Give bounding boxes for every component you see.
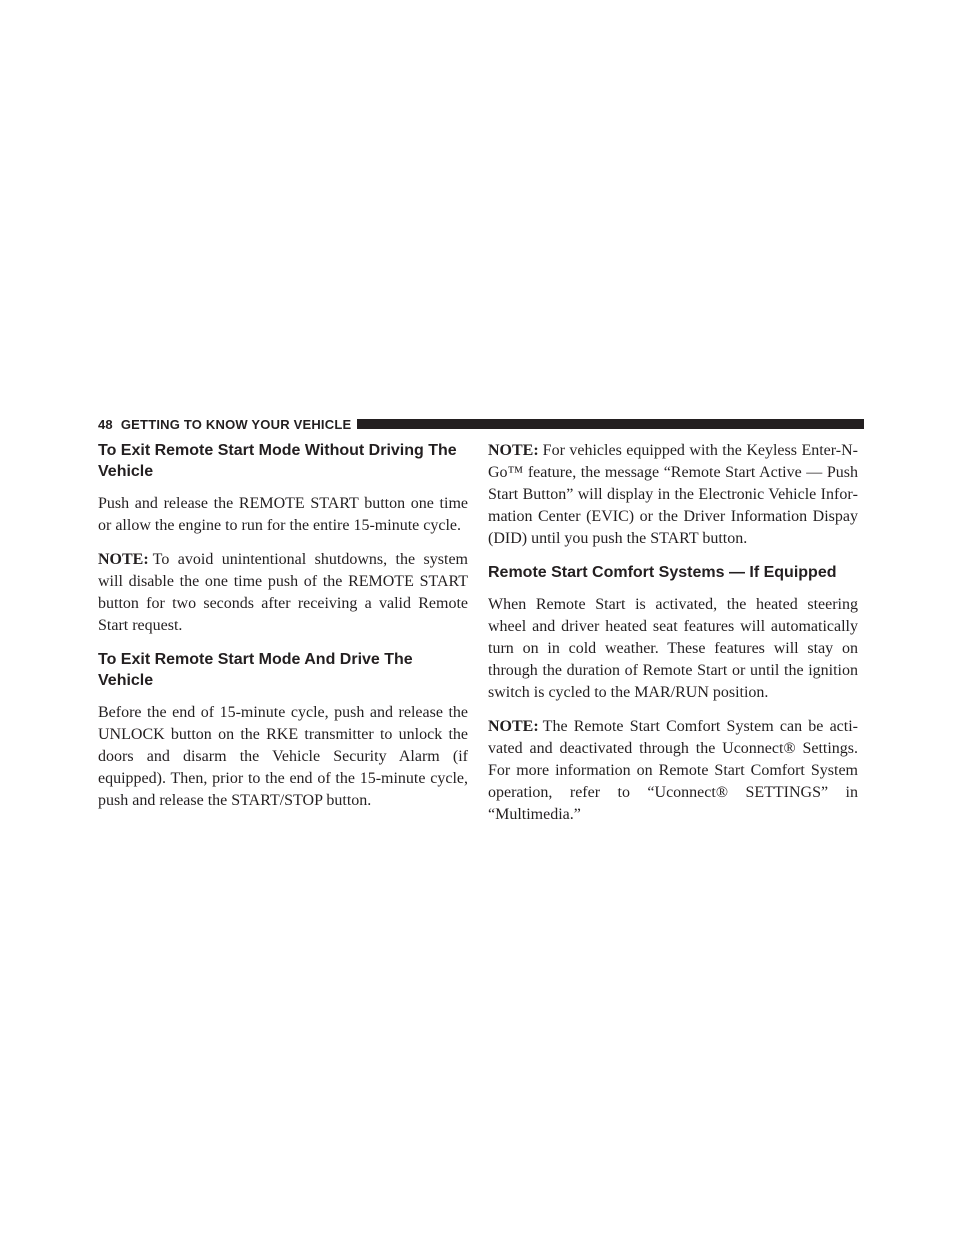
left-column [98, 440, 468, 824]
note-comfort-system-settings [488, 716, 858, 826]
right-column [488, 440, 858, 838]
paragraph-comfort-systems: When Remote Start is activated, the heated steering wheel and driver heated seat features will automatically turn on in cold weather. These features will stay on through the duration of Remote Start or until the ignition switch is cycled to the MAR/RUN position. [488, 596, 858, 701]
note-label: NOTE: [488, 442, 539, 459]
header-rule [357, 419, 864, 429]
page-header [98, 416, 864, 432]
section-title: GETTING TO KNOW YOUR VEHICLE [120, 416, 352, 432]
note-label: NOTE: [98, 551, 149, 568]
page-number: 48 [98, 416, 113, 432]
note-unintentional-shutdowns [98, 549, 468, 637]
note-keyless-enter-n-go [488, 440, 858, 550]
paragraph-exit-without-driving: Push and release the REMOTE START button one time or allow the engine to run for the entire 15-minute cycle. [98, 495, 468, 534]
heading-exit-without-driving: To Exit Remote Start Mode Without Driving The Vehicle [98, 442, 457, 480]
note-label: NOTE: [488, 718, 539, 735]
heading-comfort-systems: Remote Start Comfort Systems — If Equipped [488, 564, 837, 581]
paragraph-exit-and-drive: Before the end of 15-minute cycle, push and release the UNLOCK button on the RKE transmitter to unlock the doors and disarm the Vehicle Security Alarm (if equipped). Then, prior to the end of the 15-minute cycle, push and release the START/STOP button. [98, 704, 468, 809]
note-text: For vehicles equipped with the Keyless Enter-N-Go™ feature, the message “Remote Start Active — Push Start Button” will display in the Electronic Vehicle Information Center (EVIC) or the Driver Information Dispay (DID) until you push the START button. [488, 442, 858, 547]
heading-exit-and-drive: To Exit Remote Start Mode And Drive The Vehicle [98, 651, 413, 689]
note-text: The Remote Start Comfort System can be activated and deactivated through the Uconnect® Settings. For more information on Remote Start Comfort System operation, refer to “Uconnect® SETTINGS” in “Multimedia.” [488, 718, 858, 823]
note-text: To avoid unintentional shutdowns, the system will disable the one time push of the REMOTE START button for two seconds after receiving a valid Remote Start request. [98, 551, 468, 634]
